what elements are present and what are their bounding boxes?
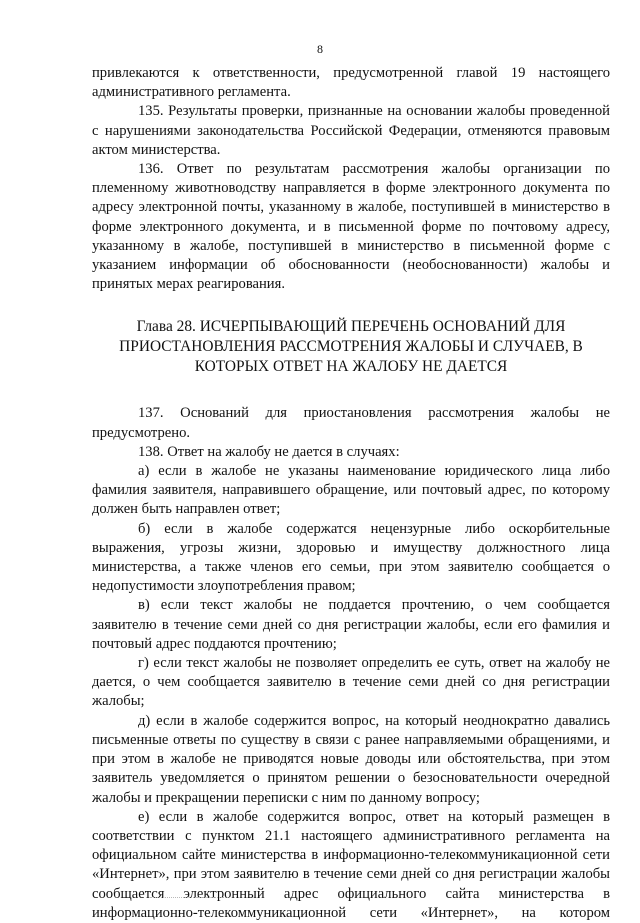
paragraph-138: 138. Ответ на жалобу не дается в случаях: [138, 443, 400, 460]
chapter-title: Глава 28. ИСЧЕРПЫВАЮЩИЙ ПЕРЕЧЕНЬ ОСНОВАНИЙ ДЛЯ ПРИОСТАНОВЛЕНИЯ РАССМОТРЕНИЯ ЖАЛОБЫ И СЛУЧАЕВ, В КОТОРЫХ ОТВЕТ НА ЖАЛОБУ НЕ ДАЕТСЯ [119, 318, 583, 376]
page-number: 8 [317, 42, 323, 56]
list-item-d: д) если в жалобе содержится вопрос, на который неоднократно давались письменные ответы по существу в связи с ранее направляемыми обращениями, и при этом в жалобе не приводятся новые доводы или обстоятельства, при этом заявитель уведомляется о принятом решении о безосновательности очередной жалобы и прекращении переписки с ним по данному вопросу; [92, 712, 610, 806]
list-item-a: а) если в жалобе не указаны наименование юридического лица либо фамилия заявителя, направившего обращение, или почтовый адрес, по которому должен быть направлен ответ; [92, 463, 610, 518]
document-body [92, 64, 610, 923]
paragraph-137: 137. Оснований для приостановления рассмотрения жалобы не предусмотрено. [92, 405, 610, 441]
paragraph-continuation: привлекаются к ответственности, предусмотренной главой 19 настоящего административного регламента. [92, 65, 610, 101]
list-item-b: б) если в жалобе содержатся нецензурные либо оскорбительные выражения, угрозы жизни, здоровью и имуществу должностного лица министерства, а также членов его семьи, при этом заявителю сообщается о недопустимости злоупотребления правом; [92, 520, 610, 595]
paragraph-136: 136. Ответ по результатам рассмотрения жалобы организации по племенному животноводству направляется в форме электронного документа по адресу электронной почты, указанному в жалобе, поступившей в министерство в форме электронного документа, и в письменной форме по почтовому адресу, указанному в жалобе, поступившей в министерство в письменной форме с указанием информации об обоснованности (необоснованности) жалобы и принятых мерах реагирования. [92, 161, 610, 293]
scan-artifact [150, 897, 230, 900]
paragraph-135: 135. Результаты проверки, признанные на основании жалобы проведенной с нарушениями законодательства Российской Федерации, отменяются правовым актом министерства. [92, 103, 610, 158]
list-item-e: е) если в жалобе содержится вопрос, ответ на который размещен в соответствии с пунктом 21.1 настоящего административного регламента на официальном сайте министерства в информационно-телекоммуникационной сети «Интернет», при этом заявителю в течение семи дней со дня регистрации жалобы сообщается электронный адрес официального сайта министерства в информационно-телекоммуникационной сети «Интернет», на котором [92, 808, 610, 921]
list-item-v: в) если текст жалобы не поддается прочтению, о чем сообщается заявителю в течение семи дней со дня регистрации жалобы, если его фамилия и почтовый адрес поддаются прочтению; [92, 597, 610, 652]
list-item-g: г) если текст жалобы не позволяет определить ее суть, ответ на жалобу не дается, о чем сообщается заявителю в течение семи дней со дня регистрации жалобы; [92, 655, 610, 710]
